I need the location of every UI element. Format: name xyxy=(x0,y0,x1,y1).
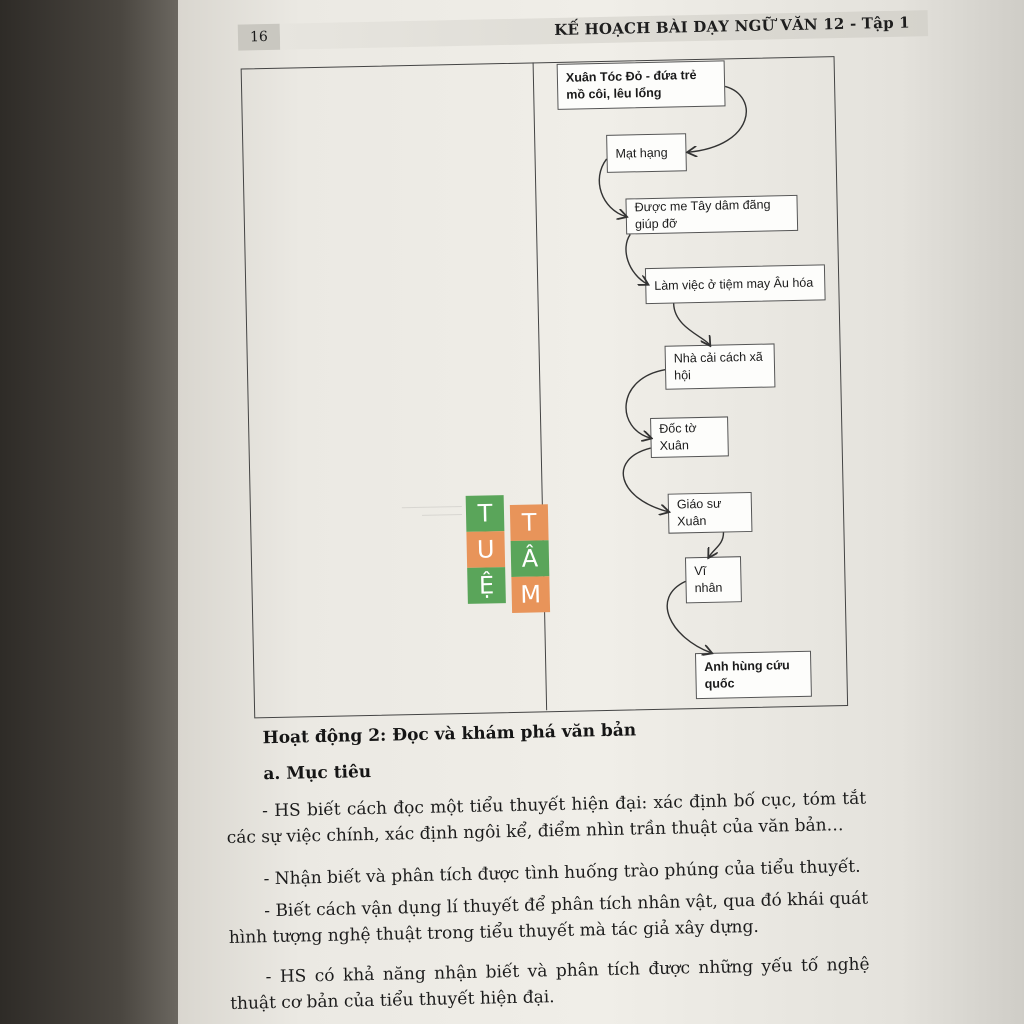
activity-subheading: a. Mục tiêu xyxy=(263,761,372,785)
page-number-text: 16 xyxy=(249,28,269,46)
logo-tile: M xyxy=(511,576,550,613)
logo-tile: Ệ xyxy=(467,567,506,604)
flow-node-label: Mạt hạng xyxy=(615,145,668,161)
flow-node-label: Vĩ nhân xyxy=(694,564,723,596)
flow-node-label: Nhà cải cách xã hội xyxy=(673,349,763,383)
activity-heading: Hoạt động 2: Đọc và khám phá văn bản xyxy=(262,720,637,749)
flow-node-label: Xuân Tóc Đỏ - đứa trẻ mồ côi, lêu lổng xyxy=(565,68,697,102)
bleed-through-mark xyxy=(422,514,462,516)
flow-node-label: Đốc tờ Xuân xyxy=(659,421,697,453)
flow-node-label: Được me Tây dâm đãng giúp đỡ xyxy=(634,197,771,232)
logo-tile: Â xyxy=(511,540,550,577)
flow-node-label: Anh hùng cứu quốc xyxy=(704,658,790,691)
logo-column-right xyxy=(510,504,550,613)
running-title: KẾ HOẠCH BÀI DẠY NGỮ VĂN 12 - Tập 1 xyxy=(554,13,911,39)
flow-node-3 xyxy=(625,195,798,235)
flow-node-7 xyxy=(668,492,753,534)
logo-tile: T xyxy=(510,504,549,541)
flow-node-9 xyxy=(695,651,812,699)
paragraph: - Nhận biết và phân tích được tình huống trào phúng của tiểu thuyết. xyxy=(263,856,861,890)
page-number xyxy=(238,24,281,51)
flow-node-6 xyxy=(650,416,729,458)
paragraph: - HS có khả năng nhận biết và phân tích được những yếu tố nghệ thuật cơ bản của tiểu thuyết hiện đại. xyxy=(230,954,870,1014)
flow-node-5 xyxy=(665,343,776,389)
paragraph: - Biết cách vận dụng lí thuyết để phân tích nhân vật, qua đó khái quát hình tượng nghệ thuật trong tiểu thuyết mà tác giả xây dựng. xyxy=(228,888,869,948)
flow-node-label: Làm việc ở tiệm may Âu hóa xyxy=(654,275,814,293)
logo-tile: T xyxy=(466,495,505,532)
flow-node-2 xyxy=(606,133,687,173)
logo-tile: U xyxy=(466,531,505,568)
table-left-cell xyxy=(243,64,546,714)
tue-tam-logo xyxy=(466,494,550,614)
flow-node-label: Giáo sư Xuân xyxy=(676,496,722,529)
bleed-through-mark xyxy=(402,506,462,508)
flow-node-8 xyxy=(685,556,742,603)
flow-node-4 xyxy=(645,264,826,304)
book-page xyxy=(167,0,948,1024)
logo-column-left xyxy=(466,495,506,614)
flow-node-1 xyxy=(557,60,726,110)
paragraph: - HS biết cách đọc một tiểu thuyết hiện đại: xác định bố cục, tóm tắt các sự việc chính, xác định ngôi kể, điểm nhìn trần thuật của văn bản… xyxy=(226,788,867,849)
